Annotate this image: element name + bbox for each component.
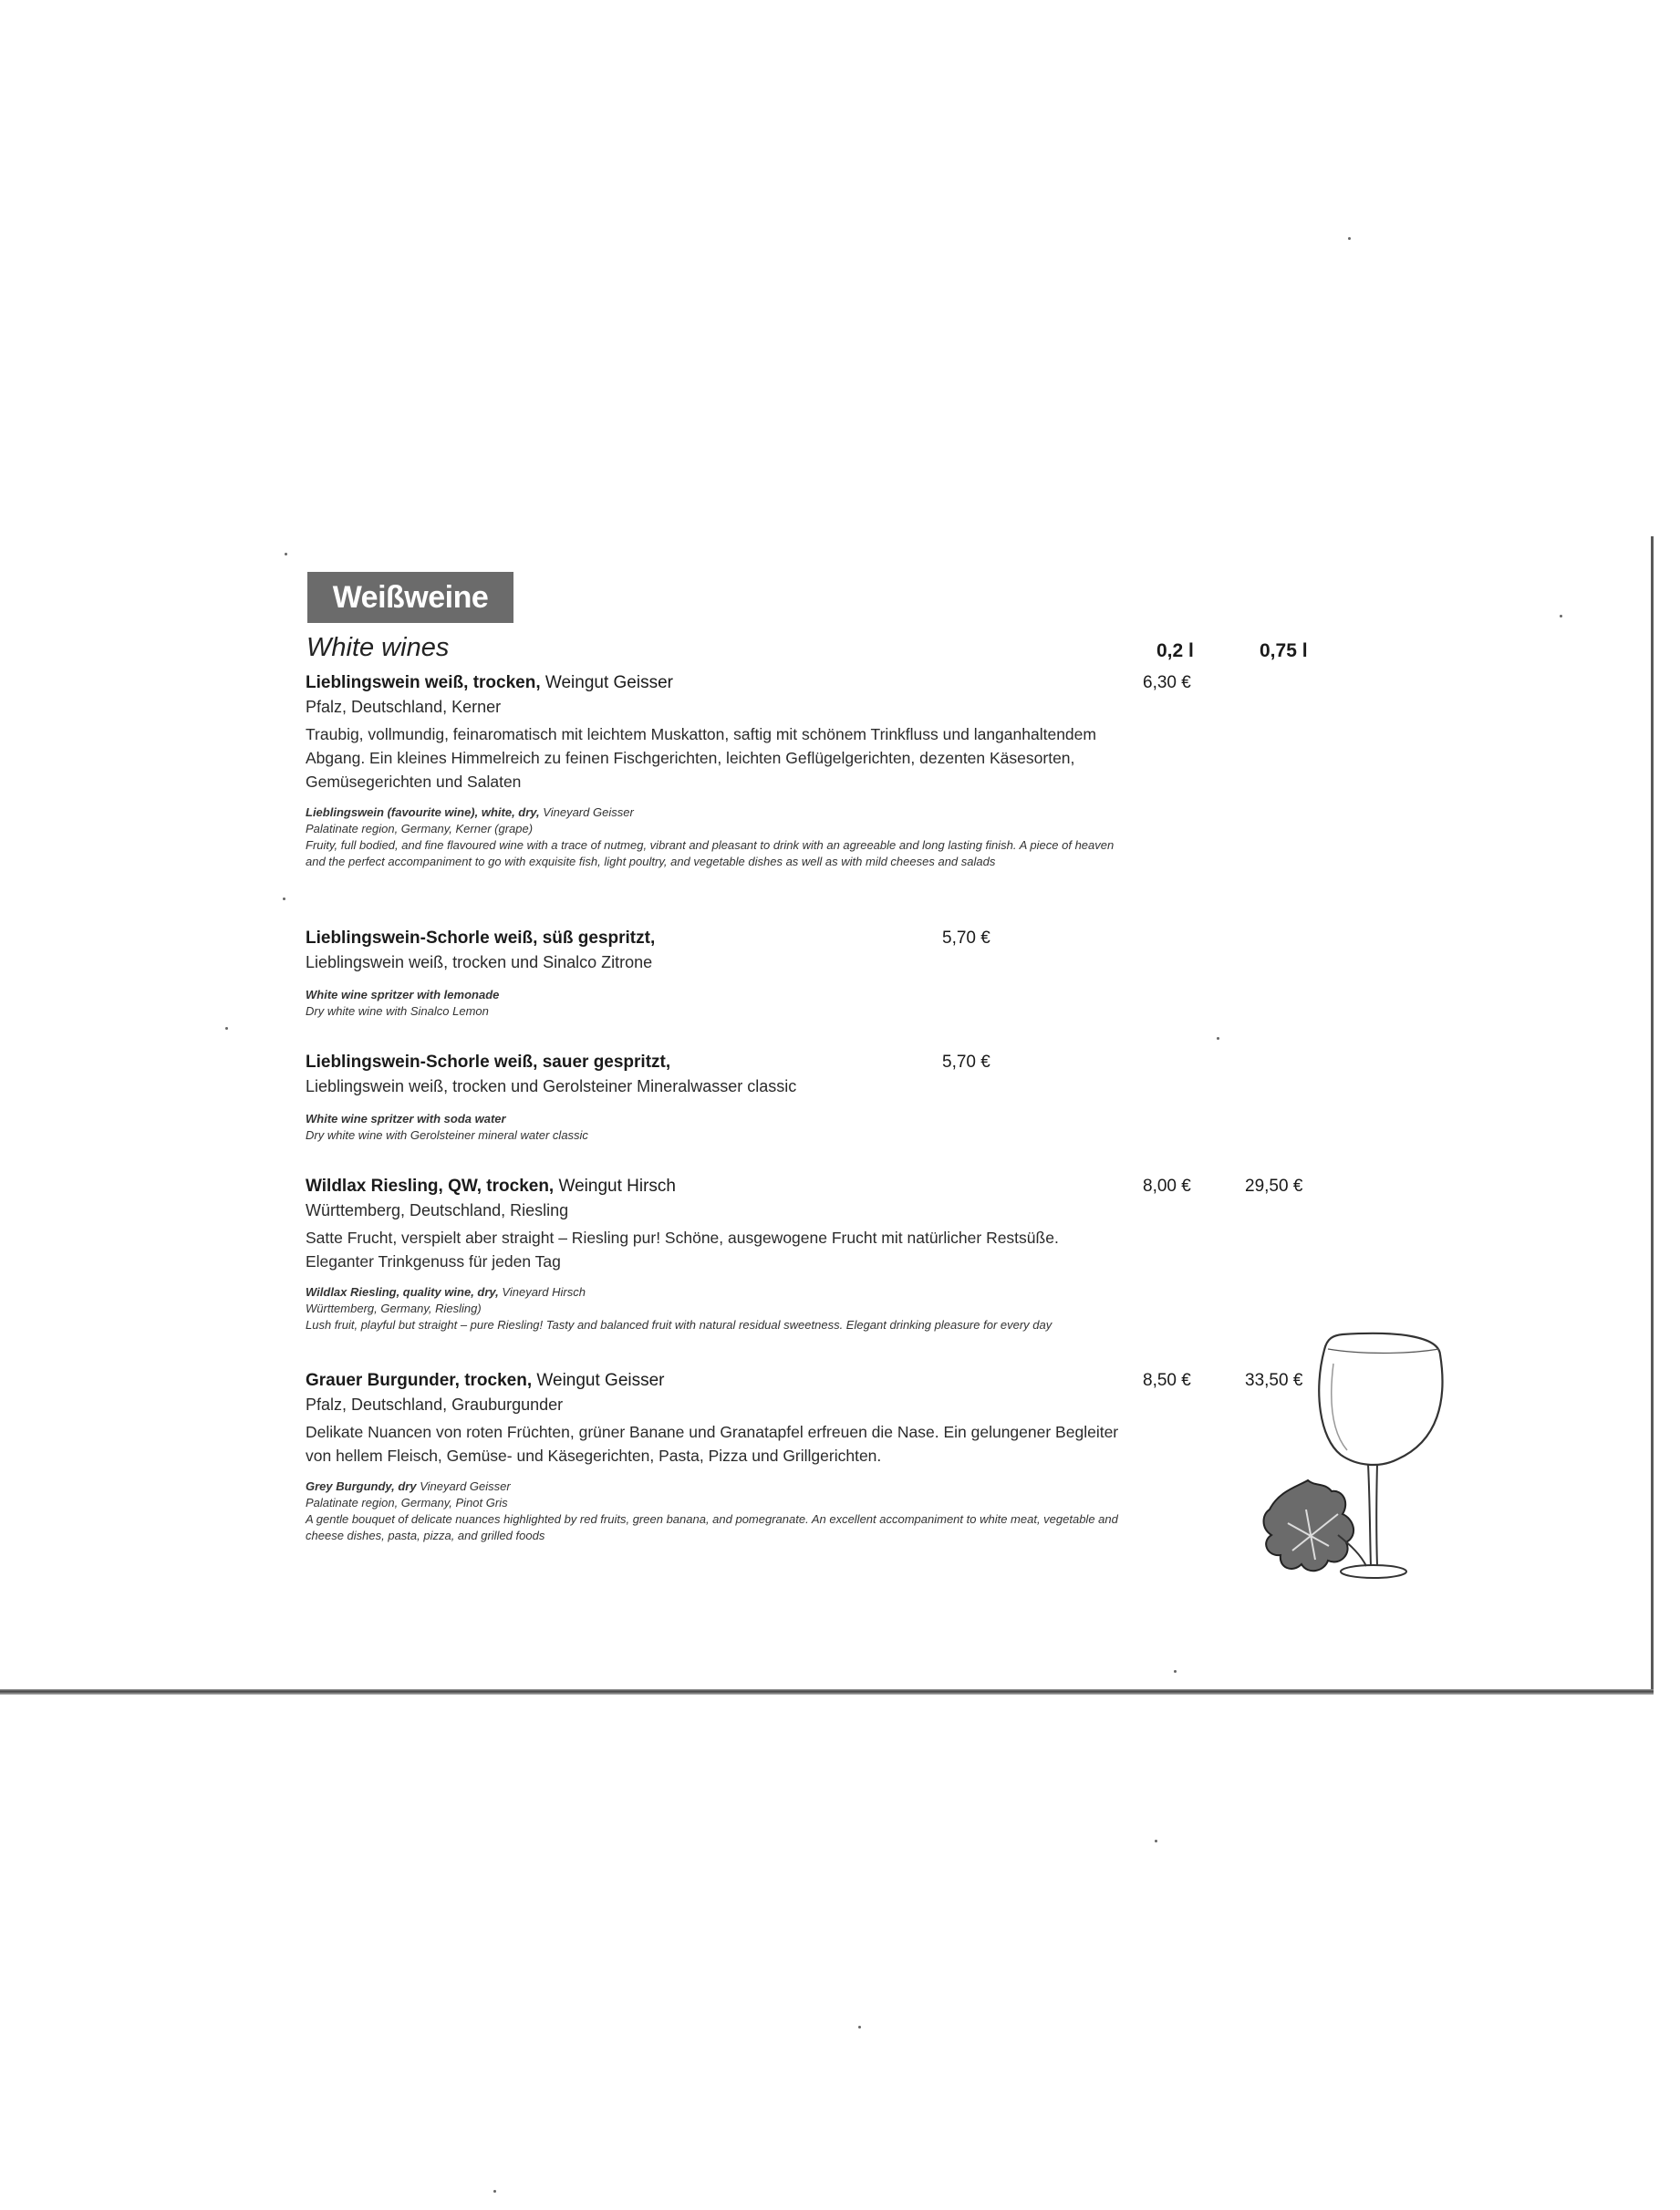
menu-item xyxy=(306,927,1126,1020)
price-large: 29,50 € xyxy=(1245,1177,1303,1196)
item-en-description: A gentle bouquet of delicate nuances highlighted by red fruits, green banana, and pomegranate. An excellent accompaniment to white meat, vegetable and cheese dishes, pasta, pizza, and grilled foods xyxy=(306,1512,1118,1542)
item-description: Delikate Nuancen von roten Früchten, grüner Banane und Granatapfel erfreuen die Nase. Ein gelungener Begleiter von hellem Fleisch, Gemüse- und Käsegerichten, Pasta, Pizza und Grillgerichten. xyxy=(306,1423,1119,1465)
item-origin: Lieblingswein weiß, trocken und Sinalco Zitrone xyxy=(306,953,653,971)
page-frame-right xyxy=(1651,536,1654,1693)
item-en-origin: Palatinate region, Germany, Pinot Gris xyxy=(306,1496,508,1510)
price-small: 5,70 € xyxy=(942,929,990,948)
scan-speck xyxy=(1560,615,1562,617)
scan-speck xyxy=(858,2026,861,2028)
menu-item xyxy=(306,671,1126,870)
item-name: Lieblingswein-Schorle weiß, süß gespritzt, xyxy=(306,929,656,948)
item-en-name: White wine spritzer with lemonade xyxy=(306,988,500,1001)
item-en-name: Grey Burgundy, dry Vineyard Geisser xyxy=(306,1479,511,1493)
item-en-name: Wildlax Riesling, quality wine, dry, Vineyard Hirsch xyxy=(306,1285,586,1299)
item-en-description: Lush fruit, playful but straight – pure Riesling! Tasty and balanced fruit with natural residual sweetness. Elegant drinking pleasure for every day xyxy=(306,1318,1053,1332)
item-en-name: White wine spritzer with soda water xyxy=(306,1112,506,1126)
section-title: Weißweine xyxy=(307,572,513,623)
item-translation xyxy=(306,1479,1126,1544)
scan-speck xyxy=(1174,1670,1177,1673)
item-description: Traubig, vollmundig, feinaromatisch mit leichtem Muskatton, saftig mit schönem Trinkfluss und langanhaltendem Abgang. Ein kleines Himmelreich zu feinen Fischgerichten, leichten Geflügelgerichten, dezenten Käsesorten, Gemüsegerichten und Salaten xyxy=(306,725,1096,791)
column-header-large: 0,75 l xyxy=(1260,640,1308,661)
item-name: Lieblingswein weiß, trocken, Weingut Geisser xyxy=(306,673,673,692)
item-en-origin: Dry white wine with Gerolsteiner mineral water classic xyxy=(306,1128,588,1142)
item-en-origin: Palatinate region, Germany, Kerner (grape) xyxy=(306,822,534,835)
price-small: 5,70 € xyxy=(942,1053,990,1072)
price-large: 33,50 € xyxy=(1245,1371,1303,1390)
grape-leaf-icon xyxy=(1264,1480,1367,1571)
scan-speck xyxy=(285,553,287,555)
item-name: Lieblingswein-Schorle weiß, sauer gespritzt, xyxy=(306,1053,671,1072)
item-origin: Württemberg, Deutschland, Riesling xyxy=(306,1201,569,1219)
item-origin: Lieblingswein weiß, trocken und Gerolsteiner Mineralwasser classic xyxy=(306,1077,797,1095)
price-small: 8,50 € xyxy=(1143,1371,1191,1390)
item-description: Satte Frucht, verspielt aber straight – Riesling pur! Schöne, ausgewogene Frucht mit natürlicher Restsüße. Eleganter Trinkgenuss für jeden Tag xyxy=(306,1229,1059,1271)
menu-item xyxy=(306,1175,1126,1333)
price-small: 6,30 € xyxy=(1143,673,1191,692)
scan-speck xyxy=(225,1027,228,1030)
scan-speck xyxy=(283,897,285,900)
menu-item xyxy=(306,1369,1126,1544)
item-en-origin: Württemberg, Germany, Riesling) xyxy=(306,1302,482,1315)
item-translation xyxy=(306,1111,1126,1144)
wine-glass-icon xyxy=(1251,1327,1461,1610)
item-translation xyxy=(306,1284,1126,1333)
menu-item xyxy=(306,1051,1126,1144)
item-translation xyxy=(306,987,1126,1020)
page-frame-bottom xyxy=(0,1689,1654,1695)
scan-speck xyxy=(1155,1840,1157,1842)
item-en-origin: Dry white wine with Sinalco Lemon xyxy=(306,1004,489,1018)
scan-speck xyxy=(1348,237,1351,240)
item-en-description: Fruity, full bodied, and fine flavoured wine with a trace of nutmeg, vibrant and pleasant to drink with an agreeable and long lasting finish. A piece of heaven and the perfect accompaniment to go with exquisite fish, light poultry, and vegetable dishes as well as with mild cheeses and salads xyxy=(306,838,1115,868)
item-origin: Pfalz, Deutschland, Grauburgunder xyxy=(306,1396,564,1414)
column-header-small: 0,2 l xyxy=(1156,640,1194,661)
price-small: 8,00 € xyxy=(1143,1177,1191,1196)
section-subtitle: White wines xyxy=(306,633,450,662)
scan-speck xyxy=(1217,1037,1219,1040)
item-name: Wildlax Riesling, QW, trocken, Weingut Hirsch xyxy=(306,1177,676,1196)
item-origin: Pfalz, Deutschland, Kerner xyxy=(306,698,502,716)
item-name: Grauer Burgunder, trocken, Weingut Geisser xyxy=(306,1371,665,1390)
scan-speck xyxy=(493,2190,496,2193)
item-en-name: Lieblingswein (favourite wine), white, dry, Vineyard Geisser xyxy=(306,805,634,819)
item-translation xyxy=(306,804,1126,870)
